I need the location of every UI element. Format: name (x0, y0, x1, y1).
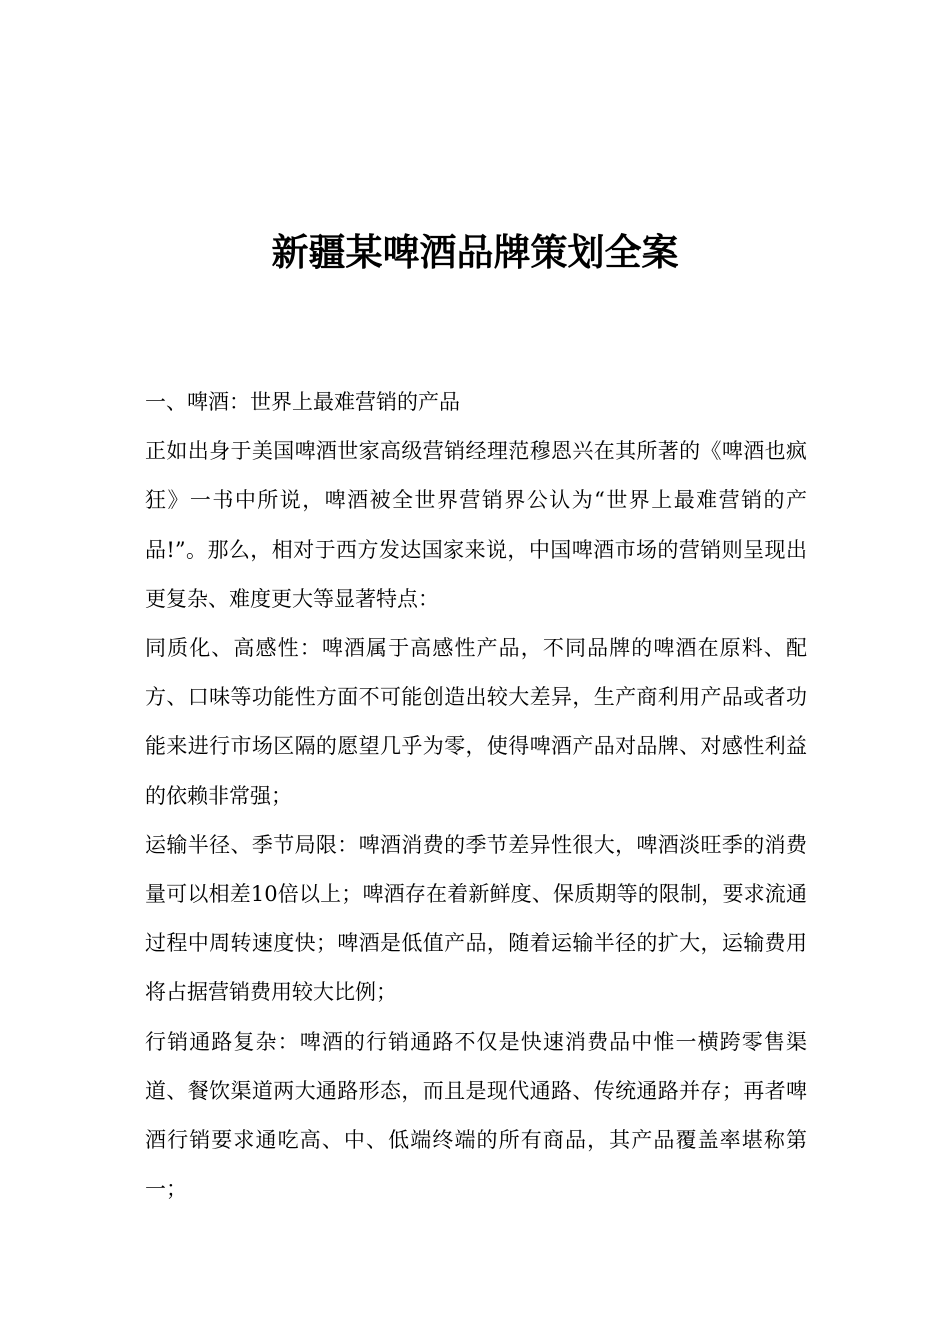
paragraph-intro: 正如出身于美国啤酒世家高级营销经理范穆恩兴在其所著的《啤酒也疯狂》一书中所说，啤酒被全世界营销界公认为“世界上最难营销的产品!”。那么，相对于西方发达国家来说，中国啤酒市场的营销则呈现出更复杂、难度更大等显著特点： (145, 439, 807, 611)
document-body (145, 378, 807, 1214)
section-heading: 一、啤酒：世界上最难营销的产品 (145, 390, 460, 414)
paragraph-transport-season: 运输半径、季节局限：啤酒消费的季节差异性很大，啤酒淡旺季的消费量可以相差10倍以上；啤酒存在着新鲜度、保质期等的限制，要求流通过程中周转速度快；啤酒是低值产品，随着运输半径的扩大，运输费用将占据营销费用较大比例； (145, 832, 807, 1005)
paragraph-channels: 行销通路复杂：啤酒的行销通路不仅是快速消费品中惟一横跨零售渠道、餐饮渠道两大通路形态，而且是现代通路、传统通路并存；再者啤酒行销要求通吃高、中、低端终端的所有商品，其产品覆盖率堪称第一； (145, 1029, 807, 1202)
paragraph-homogeneity: 同质化、高感性：啤酒属于高感性产品，不同品牌的啤酒在原料、配方、口味等功能性方面不可能创造出较大差异，生产商利用产品或者功能来进行市场区隔的愿望几乎为零，使得啤酒产品对品牌、对感性利益的依赖非常强； (145, 636, 807, 808)
document-title: 新疆某啤酒品牌策划全案 (271, 230, 679, 274)
